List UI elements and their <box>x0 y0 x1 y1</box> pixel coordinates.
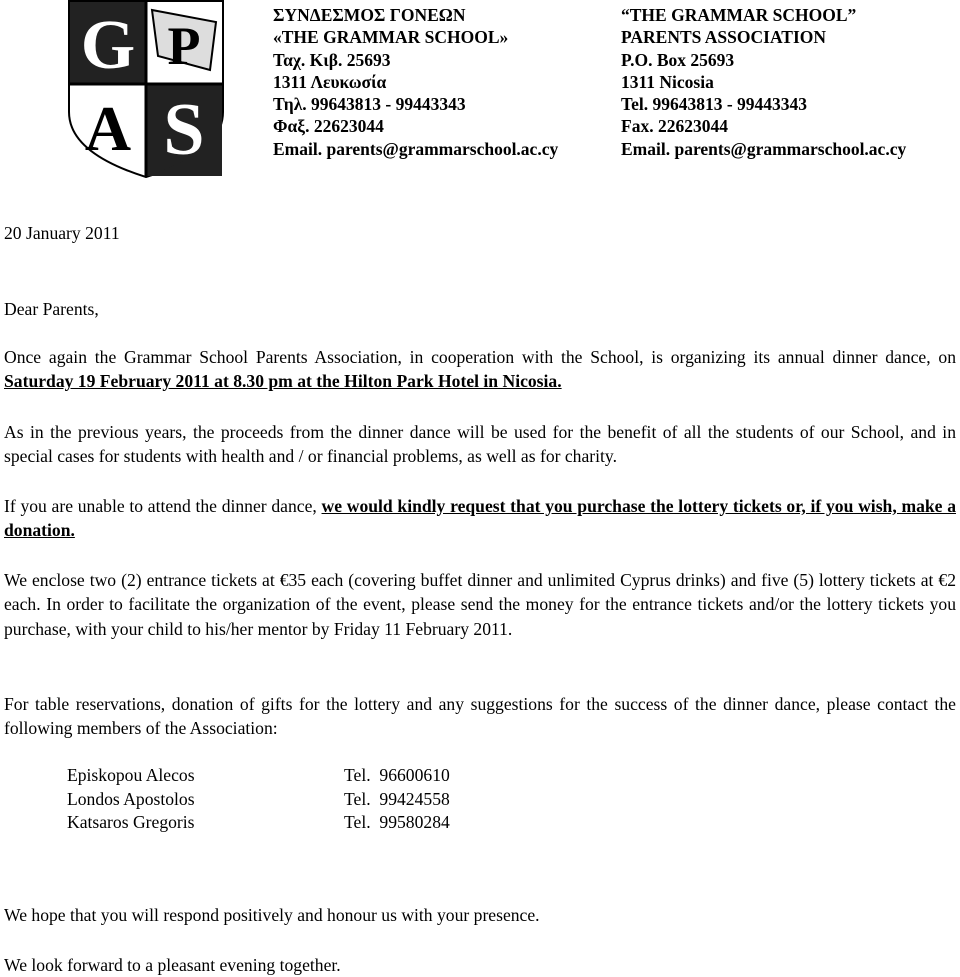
contact-name: Episkopou Alecos <box>67 765 195 785</box>
logo-letter-a: A <box>84 93 132 164</box>
contact-name: Katsaros Gregoris <box>67 812 195 833</box>
header-english-line: Tel. 99643813 - 99443343 <box>621 94 808 115</box>
closing-presence: We hope that you will respond positively and honour us with your presence. <box>4 905 540 925</box>
header-english-line: PARENTS ASSOCIATION <box>621 27 827 48</box>
contact-tel: Tel. 96600610 <box>344 765 450 785</box>
contact-row <box>67 764 450 788</box>
paragraph-request-text: If you are unable to attend the dinner dance, <box>4 496 322 516</box>
salutation: Dear Parents, <box>4 299 99 319</box>
header-greek-line: 1311 Λευκωσία <box>273 71 387 92</box>
logo-letter-s: S <box>163 89 205 171</box>
contact-row <box>67 811 450 835</box>
paragraph-invitation-text: Once again the Grammar School Parents Association, in cooperation with the School, is organizing its annual dinner dance, on <box>4 347 956 367</box>
paragraph-tickets: We enclose two (2) entrance tickets at €35 each (covering buffet dinner and unlimited Cyprus drinks) and five (5) lottery tickets at €2 each. In order to facilitate the organization of the event, please send the money for the entrance tickets and/or the lottery tickets you purchase, with your child to his/her mentor by Friday 11 February 2011. <box>4 570 956 639</box>
contact-row <box>67 788 450 812</box>
logo-letter-p: P <box>167 16 201 76</box>
header-greek-line: Τηλ. 99643813 - 99443343 <box>273 94 466 115</box>
contact-tel: Tel. 99580284 <box>344 812 450 833</box>
paragraph-proceeds: As in the previous years, the proceeds from the dinner dance will be used for the benefit of all the students of our School, and in special cases for students with health and / or financial problems, as well as for charity. <box>4 422 956 467</box>
header-greek-email: Email. parents@grammarschool.ac.cy <box>273 138 559 159</box>
request-emphasis: we would kindly request that you purchase the lottery tickets or, if you wish, make a donation. <box>4 496 957 541</box>
header-english-line: “THE GRAMMAR SCHOOL” <box>621 5 857 25</box>
contact-list <box>67 764 450 835</box>
header-english-line: P.O. Box 25693 <box>621 49 735 70</box>
header-english-email: Email. parents@grammarschool.ac.cy <box>621 138 907 159</box>
header-greek-line: ΣΥΝΔΕΣΜΟΣ ΓΟΝΕΩΝ <box>273 5 466 25</box>
school-logo <box>66 0 226 178</box>
paragraph-invitation <box>4 345 956 394</box>
header-english-line: Fax. 22623044 <box>621 116 728 137</box>
paragraph-contact: For table reservations, donation of gifts for the lottery and any suggestions for the success of the dinner dance, please contact the following members of the Association: <box>4 694 956 739</box>
paragraph-request <box>4 494 956 543</box>
header-greek-line: «THE GRAMMAR SCHOOL» <box>273 27 509 48</box>
closing-evening: We look forward to a pleasant evening together. <box>4 955 341 975</box>
header-english <box>621 4 906 160</box>
contact-tel: Tel. 99424558 <box>344 788 450 809</box>
header-greek-line: Φαξ. 22623044 <box>273 116 384 137</box>
header-greek <box>273 4 558 160</box>
header-english-line: 1311 Nicosia <box>621 71 714 92</box>
logo-letter-g: G <box>80 7 136 84</box>
header-greek-line: Ταχ. Κιβ. 25693 <box>273 49 391 70</box>
event-details: Saturday 19 February 2011 at 8.30 pm at the Hilton Park Hotel in Nicosia. <box>4 371 562 392</box>
contact-name: Londos Apostolos <box>67 788 195 809</box>
letter-date: 20 January 2011 <box>4 223 120 243</box>
